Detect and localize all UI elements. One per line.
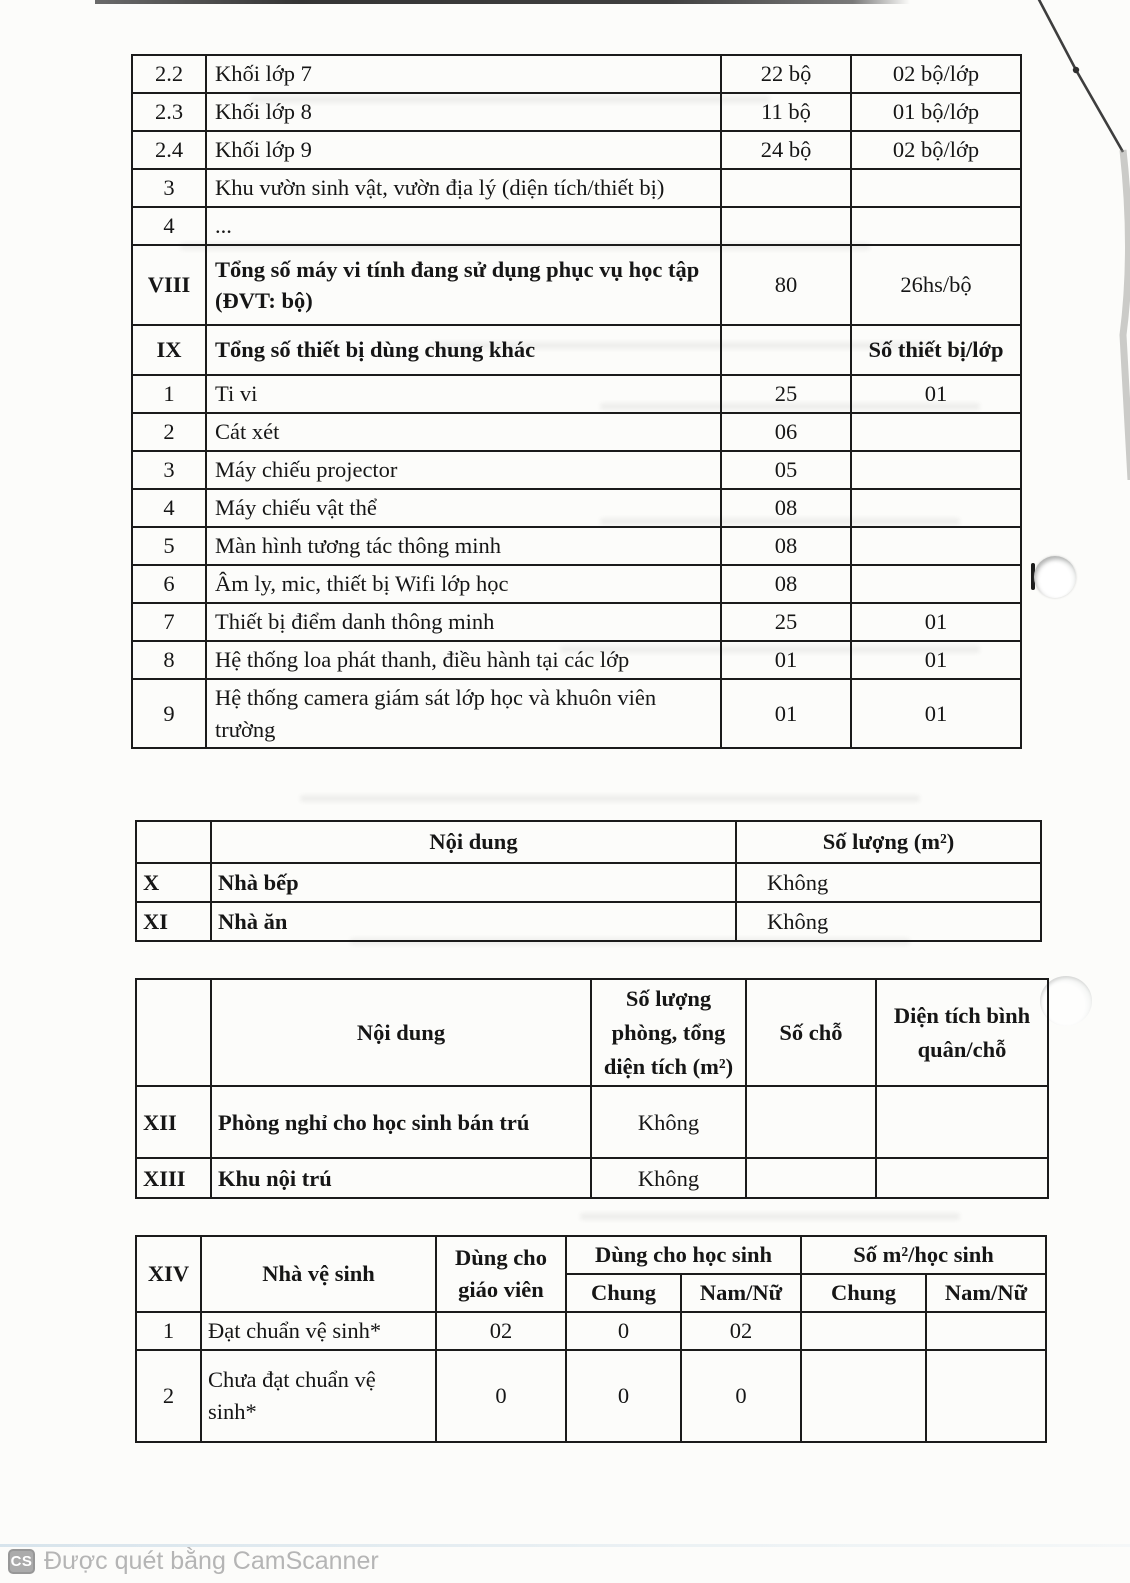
cell-qty: 01	[721, 641, 851, 679]
cell-content: Máy chiếu projector	[206, 451, 721, 489]
header-average-area: Diện tích bình quân/chỗ	[876, 979, 1048, 1086]
table-header-row	[136, 821, 1041, 863]
cell-content: Tổng số thiết bị dùng chung khác	[206, 325, 721, 375]
cell-no: XIII	[136, 1158, 211, 1198]
table-row	[136, 1086, 1048, 1158]
cell-no: 6	[132, 565, 206, 603]
cell-content: Nhà ăn	[211, 902, 736, 941]
header-sqm-per-student: Số m²/học sinh	[801, 1236, 1046, 1274]
cell-qty: 25	[721, 603, 851, 641]
subheader-male-female: Nam/Nữ	[926, 1274, 1046, 1312]
cell-qty	[721, 169, 851, 207]
cell-per	[851, 169, 1021, 207]
punch-hole	[1034, 556, 1076, 598]
cell-content: Khu nội trú	[211, 1158, 591, 1198]
cell-per: 01	[851, 641, 1021, 679]
cell-qty: 08	[721, 527, 851, 565]
cell-no: 4	[132, 207, 206, 245]
table-row	[136, 1350, 1046, 1442]
cell-per: Số thiết bị/lớp	[851, 325, 1021, 375]
cell-seats	[746, 1086, 876, 1158]
header-quantity: Số lượng (m²)	[736, 821, 1041, 863]
table-row	[132, 93, 1021, 131]
subheader-shared: Chung	[801, 1274, 926, 1312]
cell-no: 1	[132, 375, 206, 413]
table-row	[132, 55, 1021, 93]
table-row	[132, 325, 1021, 375]
cell-avg	[876, 1158, 1048, 1198]
cell-content: Hệ thống camera giám sát lớp học và khuôn viên trường	[206, 679, 721, 748]
cell-chung2	[801, 1350, 926, 1442]
table-row	[132, 207, 1021, 245]
kitchen-dining-table	[135, 820, 1042, 942]
cell-no: IX	[132, 325, 206, 375]
cell-per	[851, 489, 1021, 527]
header-number: XIV	[136, 1236, 201, 1312]
cell-per: 01	[851, 375, 1021, 413]
cell-qty: 01	[721, 679, 851, 748]
cell-per: 02 bộ/lớp	[851, 131, 1021, 169]
boarding-table	[135, 978, 1049, 1199]
cell-per: 26hs/bộ	[851, 245, 1021, 325]
scan-noise	[580, 1213, 960, 1220]
subheader-shared: Chung	[566, 1274, 681, 1312]
cell-content: Hệ thống loa phát thanh, điều hành tại các lớp	[206, 641, 721, 679]
scan-noise	[300, 795, 920, 802]
cell-content: Khu vườn sinh vật, vườn địa lý (diện tích/thiết bị)	[206, 169, 721, 207]
cell-no: 5	[132, 527, 206, 565]
cell-qty: Không	[736, 902, 1041, 941]
header-blank	[136, 821, 211, 863]
cell-content: Nhà bếp	[211, 863, 736, 902]
table-row	[132, 565, 1021, 603]
cell-per: 01	[851, 603, 1021, 641]
cell-no: 7	[132, 603, 206, 641]
table-header-row	[136, 979, 1048, 1086]
table-row	[132, 169, 1021, 207]
cell-no: 2.4	[132, 131, 206, 169]
cell-no: 2	[132, 413, 206, 451]
cell-no: 4	[132, 489, 206, 527]
header-blank	[136, 979, 211, 1086]
cell-content: Màn hình tương tác thông minh	[206, 527, 721, 565]
cell-content: Khối lớp 9	[206, 131, 721, 169]
cell-content: Khối lớp 8	[206, 93, 721, 131]
table-row	[132, 641, 1021, 679]
cell-per	[851, 527, 1021, 565]
cell-no: 8	[132, 641, 206, 679]
table-row	[132, 489, 1021, 527]
cell-qty: 25	[721, 375, 851, 413]
cell-no: 3	[132, 169, 206, 207]
camscanner-label: Được quét bằng CamScanner	[44, 1547, 379, 1575]
cell-qty: 11 bộ	[721, 93, 851, 131]
cell-content: Khối lớp 7	[206, 55, 721, 93]
camscanner-watermark	[8, 1547, 379, 1576]
cell-chung1: 0	[566, 1350, 681, 1442]
cell-content: Cát xét	[206, 413, 721, 451]
cell-chung1: 0	[566, 1312, 681, 1350]
cell-no: 2.2	[132, 55, 206, 93]
cell-no: 2.3	[132, 93, 206, 131]
table-row	[132, 375, 1021, 413]
cell-qty	[721, 325, 851, 375]
cell-no: 1	[136, 1312, 201, 1350]
cell-qty: 05	[721, 451, 851, 489]
equipment-summary-table	[131, 54, 1022, 749]
cell-per	[851, 565, 1021, 603]
table-row	[132, 451, 1021, 489]
cell-namnu2	[926, 1350, 1046, 1442]
cell-content: Thiết bị điểm danh thông minh	[206, 603, 721, 641]
header-content: Nội dung	[211, 979, 591, 1086]
cell-content: Đạt chuẩn vệ sinh*	[201, 1312, 436, 1350]
cell-chung2	[801, 1312, 926, 1350]
cell-qty: 06	[721, 413, 851, 451]
cell-content: Chưa đạt chuẩn vệ sinh*	[201, 1350, 436, 1442]
cell-namnu1: 02	[681, 1312, 801, 1350]
cell-no: XI	[136, 902, 211, 941]
cell-content: Tổng số máy vi tính đang sử dụng phục vụ học tập (ĐVT: bộ)	[206, 245, 721, 325]
cell-content: Ti vi	[206, 375, 721, 413]
cell-qty: Không	[736, 863, 1041, 902]
cell-per	[851, 207, 1021, 245]
cell-qty: 08	[721, 489, 851, 527]
cell-content: Âm ly, mic, thiết bị Wifi lớp học	[206, 565, 721, 603]
page-corner-fold-artifact	[1010, 0, 1130, 480]
cell-qty: Không	[591, 1158, 746, 1198]
header-room-quantity: Số lượng phòng, tổng diện tích (m²)	[591, 979, 746, 1086]
cell-qty: 08	[721, 565, 851, 603]
cell-no: 2	[136, 1350, 201, 1442]
cell-no: 3	[132, 451, 206, 489]
cell-teacher: 0	[436, 1350, 566, 1442]
cell-per	[851, 451, 1021, 489]
toilet-table	[135, 1235, 1047, 1443]
cell-per: 02 bộ/lớp	[851, 55, 1021, 93]
cell-per: 01 bộ/lớp	[851, 93, 1021, 131]
cell-qty: 80	[721, 245, 851, 325]
header-seats: Số chỗ	[746, 979, 876, 1086]
table-header-row	[136, 1236, 1046, 1274]
cell-qty: 24 bộ	[721, 131, 851, 169]
cell-qty: Không	[591, 1086, 746, 1158]
cell-namnu1: 0	[681, 1350, 801, 1442]
table-row	[136, 1312, 1046, 1350]
cell-content: ...	[206, 207, 721, 245]
table-row	[132, 603, 1021, 641]
cell-teacher: 02	[436, 1312, 566, 1350]
cell-no: XII	[136, 1086, 211, 1158]
cell-content: Máy chiếu vật thể	[206, 489, 721, 527]
header-for-teachers: Dùng cho giáo viên	[436, 1236, 566, 1312]
table-row	[136, 902, 1041, 941]
header-content: Nội dung	[211, 821, 736, 863]
table-row	[132, 413, 1021, 451]
cell-no: 9	[132, 679, 206, 748]
cell-per: 01	[851, 679, 1021, 748]
cell-per	[851, 413, 1021, 451]
scan-edge-artifact	[95, 0, 910, 4]
subheader-male-female: Nam/Nữ	[681, 1274, 801, 1312]
cell-seats	[746, 1158, 876, 1198]
table-row	[136, 1158, 1048, 1198]
cell-qty	[721, 207, 851, 245]
table-row	[132, 245, 1021, 325]
table-row	[132, 527, 1021, 565]
table-row	[132, 679, 1021, 748]
cell-content: Phòng nghỉ cho học sinh bán trú	[211, 1086, 591, 1158]
cell-avg	[876, 1086, 1048, 1158]
cell-no: VIII	[132, 245, 206, 325]
camscanner-icon: CS	[8, 1549, 35, 1574]
header-for-students: Dùng cho học sinh	[566, 1236, 801, 1274]
table-row	[136, 863, 1041, 902]
cell-qty: 22 bộ	[721, 55, 851, 93]
header-toilet: Nhà vệ sinh	[201, 1236, 436, 1312]
cell-no: X	[136, 863, 211, 902]
cell-namnu2	[926, 1312, 1046, 1350]
table-row	[132, 131, 1021, 169]
